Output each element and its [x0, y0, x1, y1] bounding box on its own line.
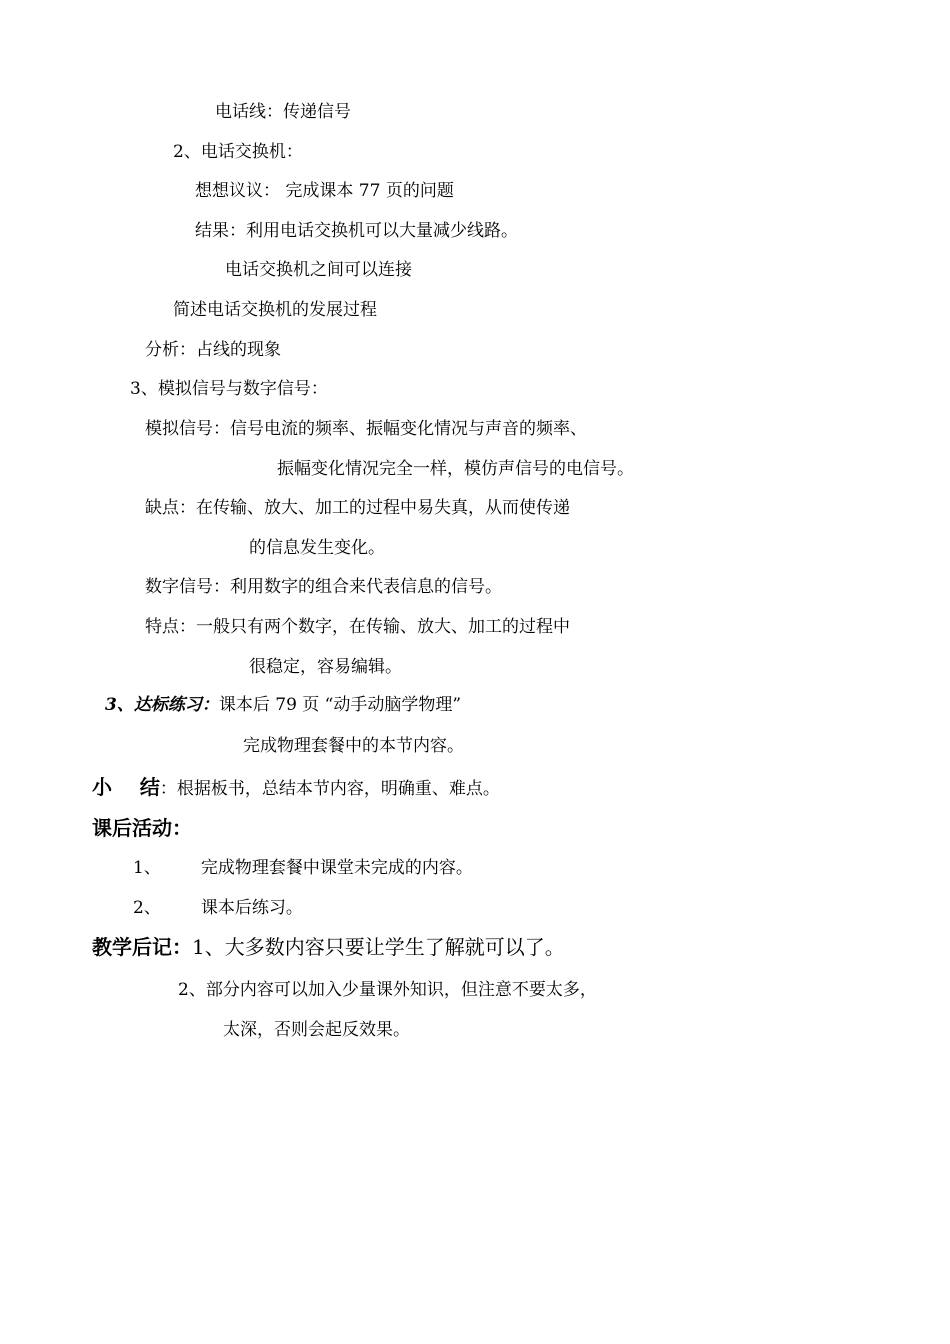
line-phone-wire: 电话线：传递信号	[215, 102, 351, 122]
line-practice	[105, 694, 461, 716]
teaching-notes-label: 教学后记：	[92, 935, 192, 959]
list-item-2-number: 2、	[133, 898, 161, 918]
line-notes-2-cont: 太深，否则会起反效果。	[223, 1020, 410, 1040]
teaching-notes-text: 1、大多数内容只要让学生了解就可以了。	[192, 935, 565, 959]
line-analog-definition: 模拟信号：信号电流的频率、振幅变化情况与声音的频率、	[145, 419, 587, 439]
line-teaching-notes	[92, 934, 565, 960]
line-think-discuss: 想想议议： 完成课本 77 页的问题	[195, 181, 454, 201]
line-result: 结果：利用电话交换机可以大量减少线路。	[195, 221, 518, 241]
summary-text: ：根据板书，总结本节内容，明确重、难点。	[159, 779, 500, 799]
line-exchange-connect: 电话交换机之间可以连接	[225, 260, 412, 280]
line-disadvantage: 缺点：在传输、放大、加工的过程中易失真，从而使传递	[145, 498, 570, 518]
practice-label: 3、达标练习：	[105, 695, 219, 715]
list-item-1	[133, 857, 473, 879]
line-analog-definition-cont: 振幅变化情况完全一样，模仿声信号的电信号。	[277, 459, 634, 479]
line-practice-cont: 完成物理套餐中的本节内容。	[243, 736, 464, 756]
line-analysis: 分析：占线的现象	[145, 340, 281, 360]
heading-telephone-exchange: 2、电话交换机：	[173, 142, 303, 162]
line-development-history: 简述电话交换机的发展过程	[173, 300, 377, 320]
line-disadvantage-cont: 的信息发生变化。	[249, 538, 385, 558]
line-feature: 特点：一般只有两个数字，在传输、放大、加工的过程中	[145, 617, 570, 637]
line-summary	[92, 774, 500, 800]
line-digital-definition: 数字信号：利用数字的组合来代表信息的信号。	[145, 577, 502, 597]
line-notes-2: 2、部分内容可以加入少量课外知识，但注意不要太多，	[178, 980, 597, 1000]
list-item-2	[133, 897, 303, 919]
list-item-1-number: 1、	[133, 858, 161, 878]
line-feature-cont: 很稳定，容易编辑。	[249, 657, 402, 677]
list-item-1-text: 完成物理套餐中课堂未完成的内容。	[200, 858, 473, 878]
practice-text: 课本后 79 页 “动手动脑学物理”	[218, 695, 462, 715]
summary-label: 小 结	[92, 775, 160, 799]
heading-after-class: 课后活动：	[92, 816, 192, 840]
list-item-2-text: 课本后练习。	[200, 898, 303, 918]
heading-analog-digital: 3、模拟信号与数字信号：	[130, 379, 328, 399]
